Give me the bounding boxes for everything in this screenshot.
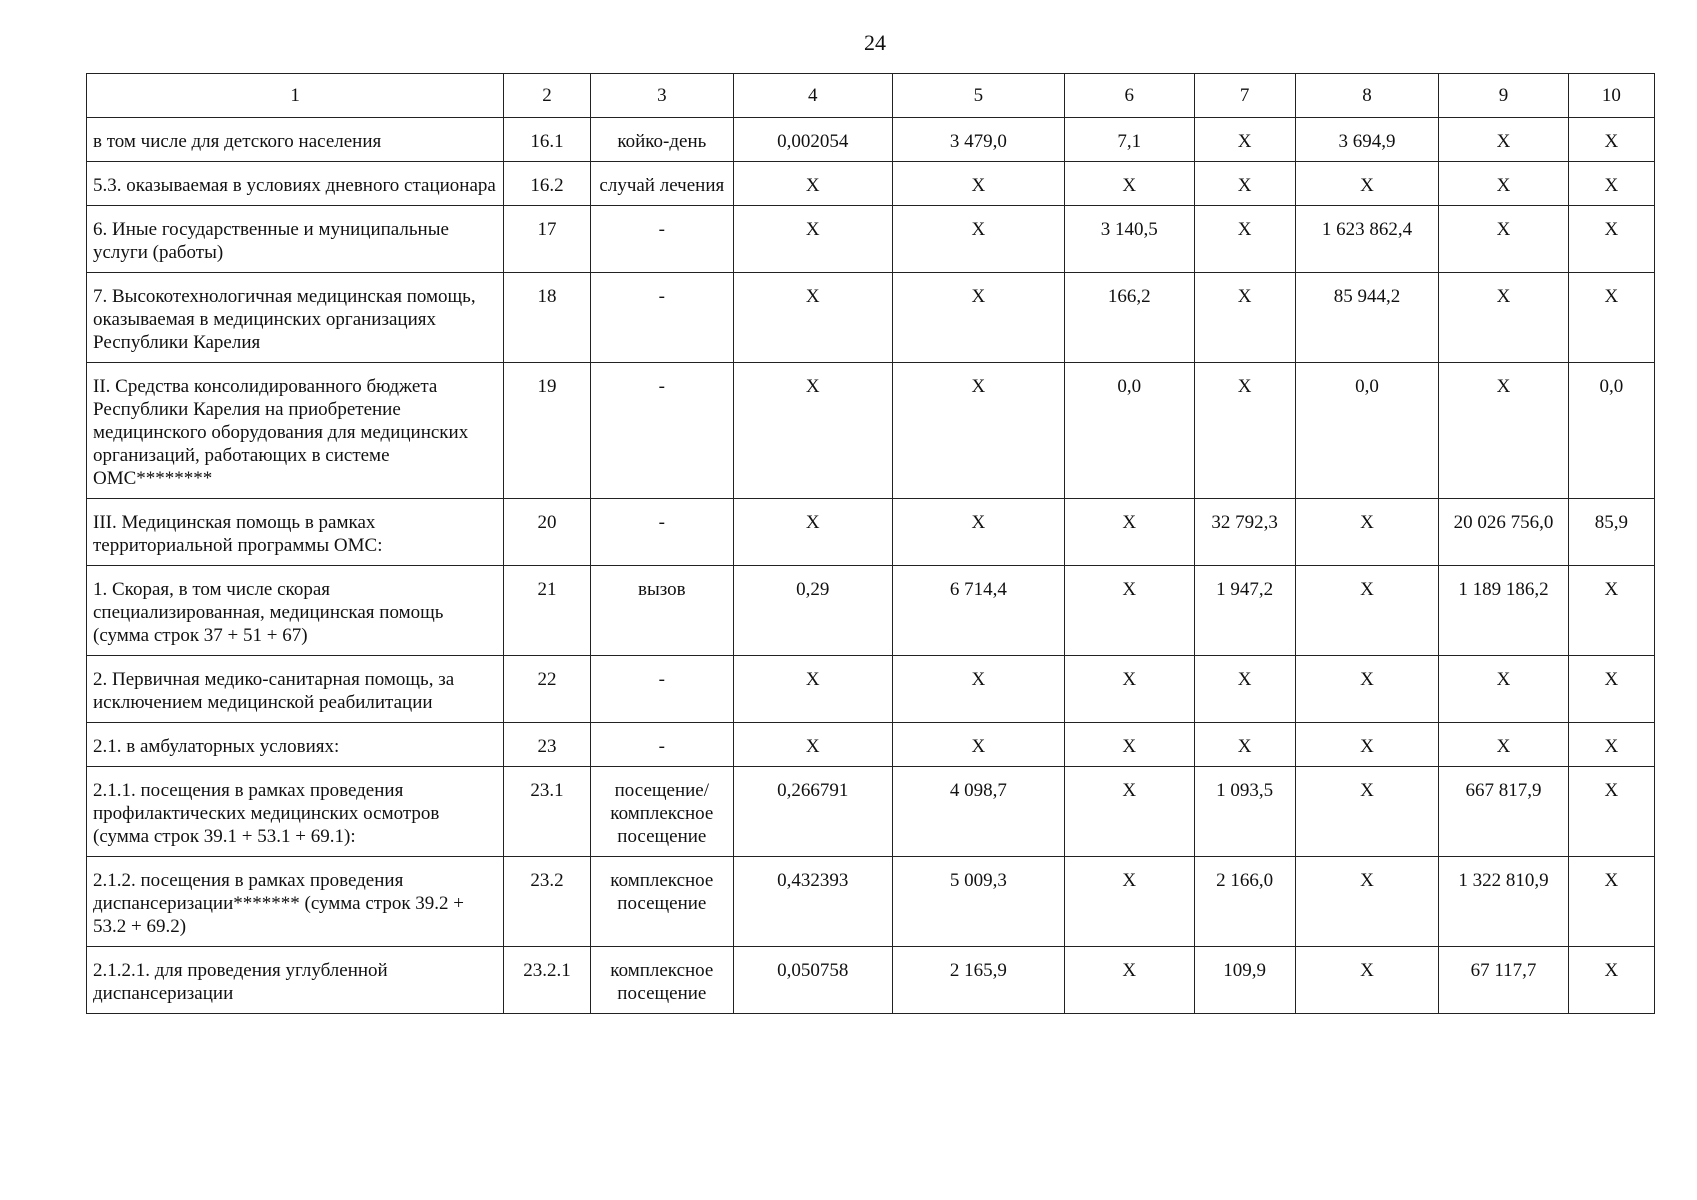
row-name-cell: 2. Первичная медико-санитарная помощь, за исключением медицинской реабилитации: [87, 656, 504, 723]
value-cell: 0,29: [734, 566, 893, 656]
row-name-cell: 2.1. в амбулаторных условиях:: [87, 723, 504, 767]
value-cell: Х: [1439, 656, 1568, 723]
value-cell: 5 009,3: [892, 857, 1065, 947]
value-cell: 1 189 186,2: [1439, 566, 1568, 656]
value-cell: 67 117,7: [1439, 947, 1568, 1014]
value-cell: комплексное посещение: [590, 857, 733, 947]
value-cell: 1 093,5: [1194, 767, 1295, 857]
value-cell: Х: [1194, 363, 1295, 499]
row-name-cell: 7. Высокотехнологичная медицинская помощь, оказываемая в медицинских организациях Республики Карелия: [87, 273, 504, 363]
value-cell: Х: [892, 273, 1065, 363]
value-cell: Х: [1194, 162, 1295, 206]
value-cell: Х: [1568, 566, 1654, 656]
value-cell: 4 098,7: [892, 767, 1065, 857]
value-cell: Х: [734, 273, 893, 363]
table-row: [87, 566, 1655, 656]
value-cell: Х: [1295, 499, 1438, 566]
value-cell: 23.2.1: [504, 947, 590, 1014]
value-cell: Х: [1295, 857, 1438, 947]
value-cell: 0,0: [1065, 363, 1194, 499]
table-header-row: [87, 74, 1655, 118]
value-cell: Х: [1194, 273, 1295, 363]
value-cell: Х: [1439, 118, 1568, 162]
value-cell: 17: [504, 206, 590, 273]
value-cell: Х: [1568, 857, 1654, 947]
value-cell: Х: [1439, 723, 1568, 767]
value-cell: -: [590, 656, 733, 723]
row-name-cell: II. Средства консолидированного бюджета Республики Карелия на приобретение медицинского оборудования для медицинских организаций, работающих в системе ОМС********: [87, 363, 504, 499]
value-cell: 16.1: [504, 118, 590, 162]
value-cell: Х: [1065, 656, 1194, 723]
row-name-cell: 2.1.2.1. для проведения углубленной диспансеризации: [87, 947, 504, 1014]
value-cell: 0,0: [1295, 363, 1438, 499]
value-cell: Х: [1568, 656, 1654, 723]
table-row: [87, 363, 1655, 499]
value-cell: Х: [1439, 363, 1568, 499]
table-body: [87, 74, 1655, 1014]
column-number-header: 1: [87, 74, 504, 118]
value-cell: Х: [892, 499, 1065, 566]
value-cell: Х: [1194, 656, 1295, 723]
value-cell: Х: [1568, 723, 1654, 767]
column-number-header: 9: [1439, 74, 1568, 118]
table-row: [87, 206, 1655, 273]
value-cell: посещение/ комплексное посещение: [590, 767, 733, 857]
column-number-header: 3: [590, 74, 733, 118]
value-cell: Х: [1568, 273, 1654, 363]
value-cell: Х: [1065, 499, 1194, 566]
value-cell: 1 322 810,9: [1439, 857, 1568, 947]
column-number-header: 2: [504, 74, 590, 118]
value-cell: 2 165,9: [892, 947, 1065, 1014]
table-row: [87, 273, 1655, 363]
row-name-cell: III. Медицинская помощь в рамках территориальной программы ОМС:: [87, 499, 504, 566]
value-cell: Х: [1439, 162, 1568, 206]
value-cell: 2 166,0: [1194, 857, 1295, 947]
value-cell: 7,1: [1065, 118, 1194, 162]
row-name-cell: 6. Иные государственные и муниципальные услуги (работы): [87, 206, 504, 273]
column-number-header: 10: [1568, 74, 1654, 118]
value-cell: -: [590, 499, 733, 566]
value-cell: Х: [1295, 767, 1438, 857]
value-cell: Х: [734, 723, 893, 767]
value-cell: Х: [1568, 206, 1654, 273]
value-cell: Х: [1194, 723, 1295, 767]
row-name-cell: 2.1.2. посещения в рамках проведения диспансеризации******* (сумма строк 39.2 + 53.2 + 69.2): [87, 857, 504, 947]
value-cell: 1 947,2: [1194, 566, 1295, 656]
value-cell: 20: [504, 499, 590, 566]
value-cell: -: [590, 206, 733, 273]
value-cell: 667 817,9: [1439, 767, 1568, 857]
value-cell: Х: [1295, 162, 1438, 206]
value-cell: 32 792,3: [1194, 499, 1295, 566]
table-row: [87, 723, 1655, 767]
value-cell: 0,432393: [734, 857, 893, 947]
value-cell: 23: [504, 723, 590, 767]
value-cell: комплексное посещение: [590, 947, 733, 1014]
column-number-header: 6: [1065, 74, 1194, 118]
value-cell: Х: [892, 723, 1065, 767]
value-cell: -: [590, 723, 733, 767]
value-cell: 0,0: [1568, 363, 1654, 499]
value-cell: Х: [1065, 566, 1194, 656]
row-name-cell: 5.3. оказываемая в условиях дневного стационара: [87, 162, 504, 206]
value-cell: 3 479,0: [892, 118, 1065, 162]
value-cell: Х: [892, 656, 1065, 723]
value-cell: 21: [504, 566, 590, 656]
value-cell: Х: [734, 656, 893, 723]
value-cell: 85,9: [1568, 499, 1654, 566]
value-cell: 20 026 756,0: [1439, 499, 1568, 566]
value-cell: Х: [1568, 162, 1654, 206]
value-cell: Х: [1065, 857, 1194, 947]
value-cell: 16.2: [504, 162, 590, 206]
table-row: [87, 162, 1655, 206]
value-cell: 1 623 862,4: [1295, 206, 1438, 273]
value-cell: 18: [504, 273, 590, 363]
table-row: [87, 947, 1655, 1014]
value-cell: Х: [892, 162, 1065, 206]
value-cell: Х: [1194, 118, 1295, 162]
value-cell: Х: [1065, 767, 1194, 857]
data-table: [86, 73, 1655, 1014]
row-name-cell: 1. Скорая, в том числе скорая специализированная, медицинская помощь (сумма строк 37 + 51 + 67): [87, 566, 504, 656]
value-cell: Х: [1295, 566, 1438, 656]
row-name-cell: в том числе для детского населения: [87, 118, 504, 162]
value-cell: Х: [1194, 206, 1295, 273]
value-cell: Х: [734, 206, 893, 273]
value-cell: Х: [1065, 162, 1194, 206]
value-cell: Х: [1295, 723, 1438, 767]
value-cell: -: [590, 363, 733, 499]
table-row: [87, 767, 1655, 857]
value-cell: Х: [734, 162, 893, 206]
value-cell: Х: [1295, 656, 1438, 723]
value-cell: Х: [1439, 206, 1568, 273]
value-cell: койко-день: [590, 118, 733, 162]
page-number: 24: [864, 30, 886, 55]
value-cell: 19: [504, 363, 590, 499]
row-name-cell: 2.1.1. посещения в рамках проведения профилактических медицинских осмотров (сумма строк 39.1 + 53.1 + 69.1):: [87, 767, 504, 857]
table-row: [87, 656, 1655, 723]
value-cell: Х: [734, 499, 893, 566]
column-number-header: 7: [1194, 74, 1295, 118]
value-cell: Х: [1065, 723, 1194, 767]
table-row: [87, 857, 1655, 947]
value-cell: 23.2: [504, 857, 590, 947]
value-cell: 109,9: [1194, 947, 1295, 1014]
value-cell: -: [590, 273, 733, 363]
value-cell: Х: [1568, 767, 1654, 857]
value-cell: 22: [504, 656, 590, 723]
value-cell: Х: [1439, 273, 1568, 363]
value-cell: вызов: [590, 566, 733, 656]
value-cell: 85 944,2: [1295, 273, 1438, 363]
value-cell: Х: [1568, 947, 1654, 1014]
value-cell: Х: [1568, 118, 1654, 162]
value-cell: 0,266791: [734, 767, 893, 857]
value-cell: Х: [1295, 947, 1438, 1014]
table-row: [87, 499, 1655, 566]
value-cell: 23.1: [504, 767, 590, 857]
table-row: [87, 118, 1655, 162]
value-cell: Х: [734, 363, 893, 499]
column-number-header: 5: [892, 74, 1065, 118]
column-number-header: 8: [1295, 74, 1438, 118]
value-cell: 3 694,9: [1295, 118, 1438, 162]
value-cell: 0,050758: [734, 947, 893, 1014]
value-cell: 3 140,5: [1065, 206, 1194, 273]
value-cell: 6 714,4: [892, 566, 1065, 656]
value-cell: Х: [892, 363, 1065, 499]
value-cell: Х: [1065, 947, 1194, 1014]
value-cell: 0,002054: [734, 118, 893, 162]
value-cell: Х: [892, 206, 1065, 273]
value-cell: случай лечения: [590, 162, 733, 206]
column-number-header: 4: [734, 74, 893, 118]
value-cell: 166,2: [1065, 273, 1194, 363]
